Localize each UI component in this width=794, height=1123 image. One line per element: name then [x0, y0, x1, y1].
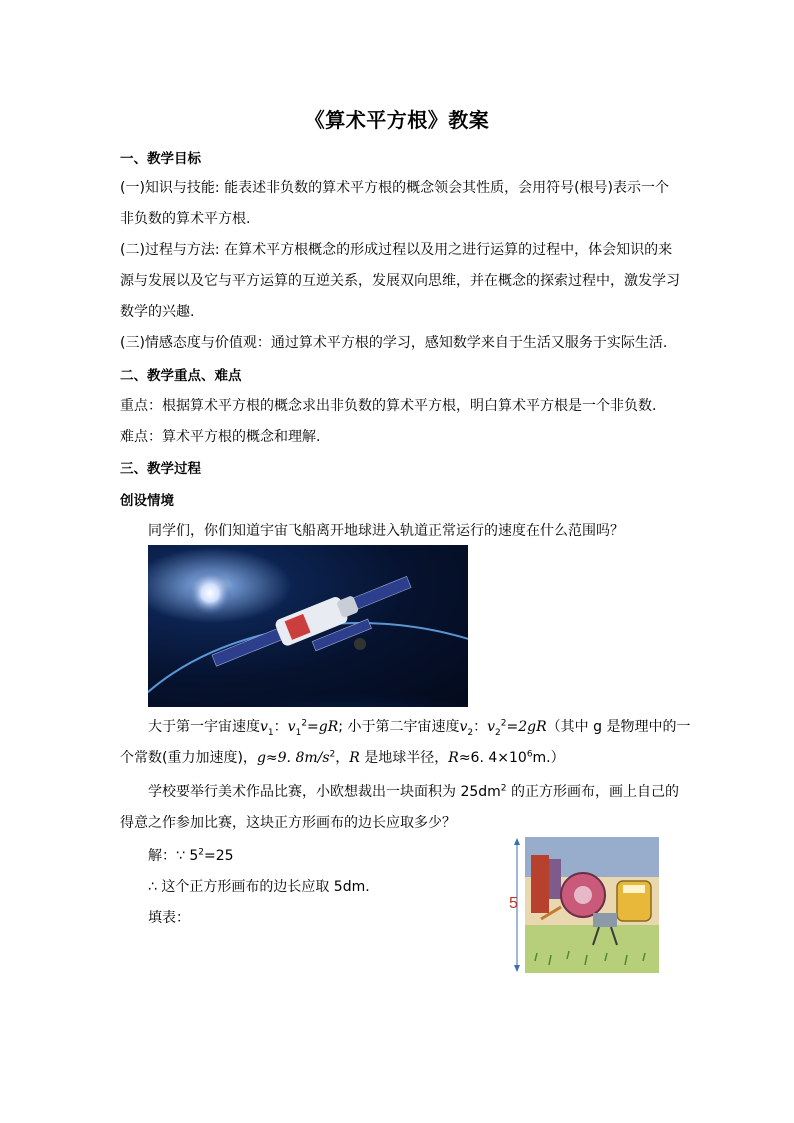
paragraph-attitude-line1: (三)情感态度与价值观：通过算术平方根的学习，感知数学来自于生活又服务于实际生活.	[120, 335, 668, 351]
r-superscript: 6	[526, 749, 533, 760]
canvas-question-a: 学校要举行美术作品比赛，小欧想裁出一块面积为 25dm	[148, 784, 501, 800]
g-superscript: 2	[329, 749, 336, 760]
velocity-text-a: 大于第一宇宙速度	[148, 719, 260, 735]
colon-a: ：	[273, 719, 288, 735]
v2-sq-superscript: 2	[500, 718, 507, 729]
v1-symbol: v	[260, 719, 268, 735]
v1-subscript: 1	[267, 727, 274, 738]
constant-text-e: m.）	[532, 750, 565, 766]
side-length-label: 5	[509, 895, 518, 912]
eq-a: =g	[307, 719, 328, 735]
r-symbol-d: R	[448, 750, 459, 766]
canvas-drawing-figure	[505, 837, 665, 973]
v1-sq-subscript: 1	[295, 727, 302, 738]
paragraph-knowledge-line2: 非负数的算术平方根.	[120, 211, 251, 227]
canvas-drawing	[505, 837, 665, 973]
g-value: g≈9. 8m/s	[256, 750, 330, 766]
colon-b: ：	[473, 719, 488, 735]
v1-sq-symbol: v	[287, 719, 296, 735]
paragraph-process-line1: (二)过程与方法: 在算术平方根概念的形成过程以及用之进行运算的过程中，体会知识的来	[120, 242, 673, 258]
canvas-question-b: 的正方形画布，画上自己的	[506, 784, 679, 800]
paragraph-process-line3: 数学的兴趣.	[120, 304, 195, 320]
key-point-text: 重点：根据算术平方根的概念求出非负数的算术平方根，明白算术平方根是一个非负数.	[120, 398, 657, 414]
paragraph-process-line2: 源与发展以及它与平方运算的互逆关系，发展双向思维，并在概念的探索过程中，激发学习	[120, 273, 680, 289]
paragraph-knowledge-line1: (一)知识与技能: 能表述非负数的算术平方根的概念领会其性质，会用符号(根号)表示一个	[120, 180, 670, 196]
velocity-text-b: ; 小于第二宇宙速度	[338, 719, 460, 735]
difficulty-text: 难点：算术平方根的概念和理解.	[120, 429, 321, 445]
v2-sq-symbol: v	[487, 719, 496, 735]
solution-superscript: 2	[198, 847, 204, 858]
question-spacecraft: 同学们，你们知道宇宙飞船离开地球进入轨道正常运行的速度在什么范围吗？	[148, 523, 624, 539]
r-symbol-c: R	[349, 750, 360, 766]
v1-sq-superscript: 2	[301, 718, 308, 729]
therefore-line: ∴ 这个正方形画布的边长应取 5dm.	[148, 879, 370, 895]
constant-text-a: 个常数(重力加速度)，	[120, 750, 257, 766]
velocity-formula-line2	[120, 747, 565, 767]
section-heading-key-points: 二、教学重点、难点	[120, 368, 242, 384]
velocity-text-c: （其中 g 是物理中的一	[546, 719, 691, 735]
subheading-scenario: 创设情境	[120, 493, 174, 509]
r-symbol-b: R	[536, 719, 547, 735]
canvas-question-line1	[148, 781, 679, 801]
section-heading-objectives: 一、教学目标	[120, 151, 201, 167]
v2-symbol: v	[459, 719, 468, 735]
constant-text-d: ≈6. 4×10	[458, 750, 527, 766]
fill-table-label: 填表：	[148, 910, 190, 926]
eq-b: =2g	[506, 719, 537, 735]
canvas-question-line2: 得意之作参加比赛，这块正方形画布的边长应取多少？	[120, 815, 456, 831]
velocity-formula-line1	[148, 716, 690, 738]
solution-text-a: 解：∵ 5	[148, 848, 199, 864]
solution-line	[148, 845, 234, 865]
constant-text-c: 是地球半径，	[359, 750, 449, 766]
space-station-photo	[148, 545, 468, 707]
canvas-question-superscript: 2	[500, 783, 507, 794]
solution-text-b: =25	[204, 848, 234, 864]
v2-sq-subscript: 2	[495, 727, 501, 738]
v2-subscript: 2	[467, 727, 474, 738]
page-title: 《算术平方根》教案	[304, 108, 490, 132]
section-heading-process: 三、教学过程	[120, 461, 201, 477]
r-symbol-a: R	[327, 719, 339, 735]
constant-text-b: ，	[335, 750, 350, 766]
